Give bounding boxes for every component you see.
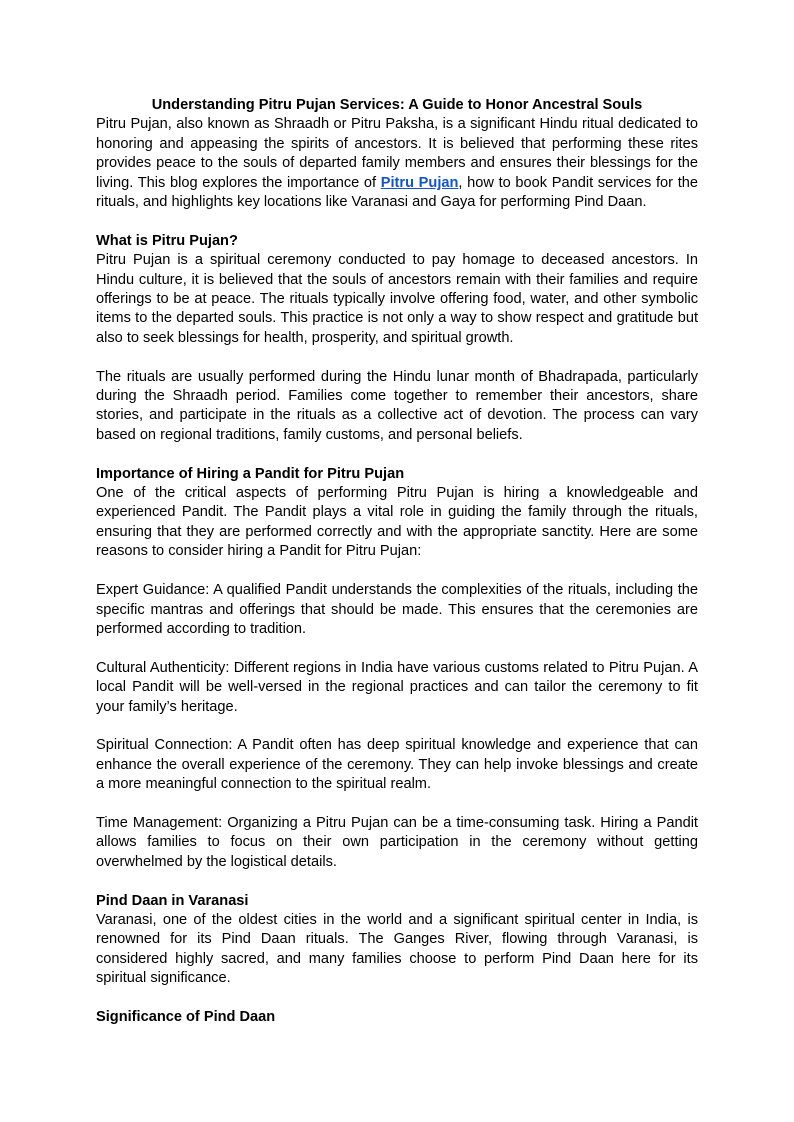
spacer [96, 445, 698, 464]
intro-text-after-link: , how to book Pandit services for the rituals, and highlights key locations like Varanasi and Gaya for performing Pind Daan. [96, 174, 698, 211]
heading-what-is-pitru-pujan: What is Pitru Pujan? [96, 232, 238, 249]
document-title: Understanding Pitru Pujan Services: A Guide to Honor Ancestral Souls [151, 97, 643, 113]
importance-paragraph-1: One of the critical aspects of performing Pitru Pujan is hiring a knowledgeable and experienced Pandit. The Pandit plays a vital role in guiding the family through the rituals, ensuring that they are performed correctly and with the appropriate sanctity. Here are some reasons to consider hiring a Pandit for Pitru Pujan: [96, 485, 698, 560]
heading-importance-of-pandit: Importance of Hiring a Pandit for Pitru Pujan [96, 465, 405, 482]
spacer [96, 212, 698, 231]
spacer [96, 717, 698, 736]
heading-pind-daan-varanasi: Pind Daan in Varanasi [96, 892, 249, 909]
intro-paragraph [96, 115, 698, 212]
spacer [96, 348, 698, 367]
spacer [96, 872, 698, 891]
spacer [96, 562, 698, 581]
expert-guidance-paragraph: Expert Guidance: A qualified Pandit understands the complexities of the rituals, including the specific mantras and offerings that should be made. This ensures that the ceremonies are performed according to tradition. [96, 582, 698, 637]
time-management-paragraph: Time Management: Organizing a Pitru Pujan can be a time-consuming task. Hiring a Pandit allows families to focus on their own participation in the ceremony without getting overwhelmed by the logistical details. [96, 814, 698, 870]
pitru-pujan-link[interactable]: Pitru Pujan [380, 174, 459, 191]
varanasi-paragraph: Varanasi, one of the oldest cities in the world and a significant spiritual center in India, is renowned for its Pind Daan rituals. The Ganges River, flowing through Varanasi, is considered highly sacred, and many families choose to perform Pind Daan here for its spiritual significance. [96, 911, 698, 987]
what-is-paragraph-2: The rituals are usually performed during the Hindu lunar month of Bhadrapada, particularly during the Shraadh period. Families come together to remember their ancestors, share stories, and participate in the rituals as a collective act of devotion. The process can vary based on regional traditions, family customs, and personal beliefs. [96, 368, 698, 443]
what-is-paragraph-1: Pitru Pujan is a spiritual ceremony conducted to pay homage to deceased ancestors. In Hindu culture, it is believed that the souls of ancestors remain with their families and require offerings to be at peace. The rituals typically involve offering food, water, and other symbolic items to the departed souls. This practice is not only a way to show respect and gratitude but also to seek blessings for health, prosperity, and spiritual growth. [96, 252, 698, 346]
spiritual-connection-paragraph: Spiritual Connection: A Pandit often has deep spiritual knowledge and experience that can enhance the overall experience of the ceremony. They can help invoke blessings and create a more meaningful connection to the spiritual realm. [96, 737, 698, 793]
document-page [96, 96, 698, 1027]
cultural-authenticity-paragraph: Cultural Authenticity: Different regions in India have various customs related to Pitru Pujan. A local Pandit will be well-versed in the regional practices and can tailor the ceremony to fit your family’s heritage. [96, 659, 698, 715]
spacer [96, 639, 698, 658]
spacer [96, 795, 698, 814]
heading-significance-of-pind-daan: Significance of Pind Daan [96, 1008, 276, 1025]
spacer [96, 989, 698, 1008]
intro-text-before-link: Pitru Pujan, also known as Shraadh or Pitru Paksha, is a significant Hindu ritual dedicated to honoring and appeasing the spirits of ancestors. It is believed that performing these rites provides peace to the souls of departed family members and ensures their blessings for the living. This blog explores the importance of [96, 116, 698, 191]
